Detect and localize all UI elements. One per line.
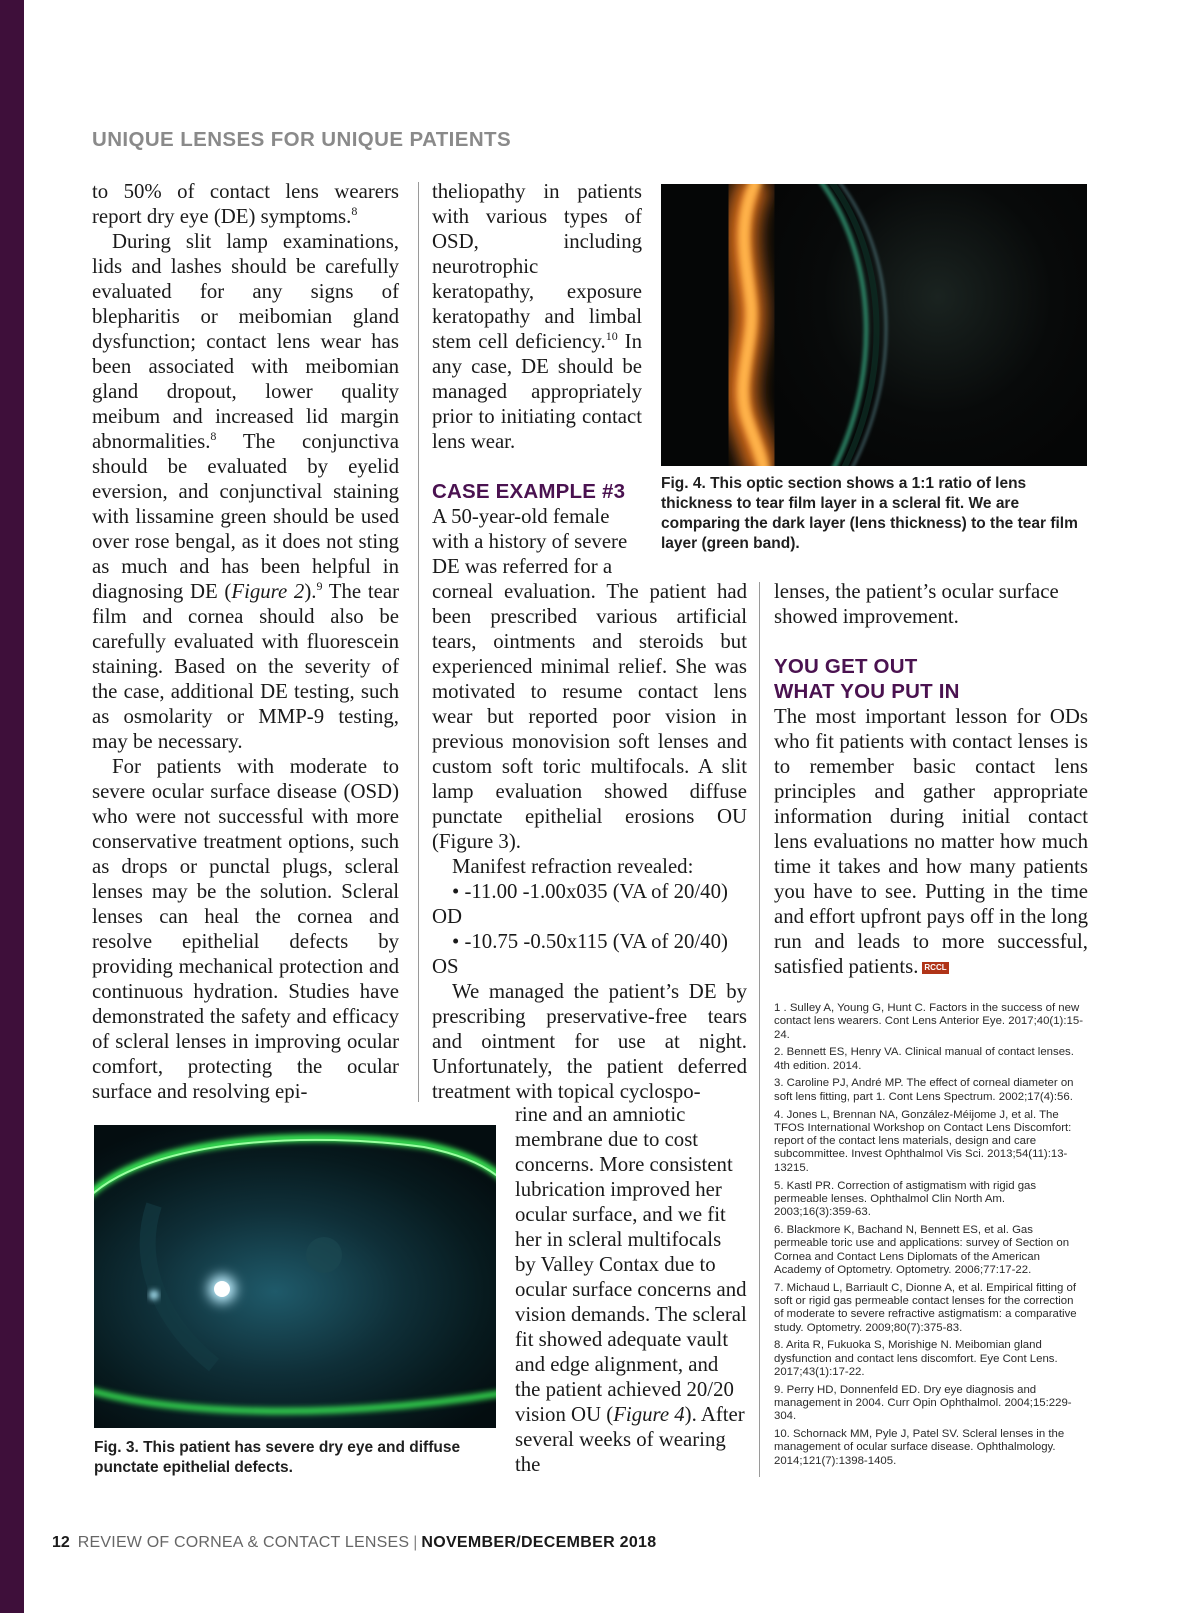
paragraph: theliopathy in patients with various types of OSD, including neurotrophic keratopathy, exposure keratopathy and limbal stem cell deficiency.$^{10}$ In any case, DE should be managed appropriately prior to initiating contact lens wear. [432,180,642,453]
refraction-line: • -11.00 -1.00x035 (VA of 20/40) OD [432,880,728,928]
figure-3-caption: Fig. 3. This patient has severe dry eye and diffuse punctate epithelial defects. [94,1439,461,1476]
refraction-line: • -10.75 -0.50x115 (VA of 20/40) OS [432,930,728,978]
paragraph: A 50-year-old female with a history of severe DE was referred for a [432,505,628,578]
reference-item: 2. Bennett ES, Henry VA. Clinical manual of contact lenses. 4th edition. 2014. [774,1046,1074,1072]
column-2-middle [432,579,747,1104]
page-footer [52,1534,656,1552]
page-spine-bar [0,0,24,1613]
figure-3-photo [94,1125,496,1428]
reference-item: 7. Michaud L, Barriault C, Dionne A, et al. Empirical fitting of soft or rigid gas permeable contact lenses for the correction of moderate to severe refractive astigmatism: a comparative study. Optometry. 2009;80(7):375-83. [774,1281,1077,1334]
reference-item: 5. Kastl PR. Correction of astigmatism with rigid gas permeable lenses. Ophthalmol Clin North Am. 2003;16(3):359-63. [774,1179,1037,1219]
column-divider [418,182,419,1102]
reference-item: 9. Perry HD, Donnenfeld ED. Dry eye diagnosis and management in 2004. Curr Opin Ophthalmol. 2004;15:229-304. [774,1383,1072,1423]
column-3 [774,579,1088,979]
magazine-name: REVIEW OF CORNEA & CONTACT LENSES [77,1534,410,1551]
figure-reference: Figure 2 [231,580,305,603]
eye-staining-image [94,1125,496,1428]
column-divider [759,582,760,1477]
column-2-lower [515,1102,747,1477]
figure-4-photo [661,184,1087,466]
paragraph: Manifest refraction revealed: [452,855,694,878]
paragraph: We managed the patient’s DE by prescribing preservative-free tears and ointment for use at night. Unfortunately, the patient deferred treatment with topical cyclospo- [432,980,747,1103]
paragraph: corneal evaluation. The patient had been prescribed various artificial tears, ointments and steroids but experienced minimal relief. She was motivated to resume contact lens wear but reported poor vision in previous monovision soft lenses and custom soft toric multifocals. A slit lamp evaluation showed diffuse punctate epithelial erosions OU (Figure 3). [432,580,747,853]
reference-item: 4. Jones L, Brennan NA, González-Méijome J, et al. The TFOS International Workshop on Contact Lens Discomfort: report of the contact lens materials, design and care subcommittee. Invest Ophthalmol Vis Sci. 2013;54(11):13-13215. [774,1108,1072,1174]
section-header: UNIQUE LENSES FOR UNIQUE PATIENTS [92,128,512,151]
reference-item: 8. Arita R, Fukuoka S, Morishige N. Meibomian gland dysfunction and contact lens discomfort. Eye Cont Lens. 2017;43(1):17-22. [774,1339,1058,1378]
rccl-end-logo: RCCL [924,963,947,972]
you-get-out-heading: YOU GET OUT WHAT YOU PUT IN [774,655,960,703]
references-list [774,1002,1084,1473]
page-number: 12 [52,1534,70,1551]
reference-item: 1 . Sulley A, Young G, Hunt C. Factors in the success of new contact lens wearers. Cont Lens Anterior Eye. 2017;40(1):15-24. [774,1002,1083,1041]
column-2-upper [432,179,642,579]
case-example-heading: CASE EXAMPLE #3 [432,480,626,503]
paragraph: rine and an amniotic membrane due to cost concerns. More consistent lubrication improved her ocular surface, and we fit her in scleral multifocals by Valley Contax due to ocular surface concerns and vision demands. The scleral fit showed adequate vault and edge alignment, and the patient achieved 20/20 vision OU (Figure 4). After several weeks of wearing the [515,1103,747,1476]
paragraph: The most important lesson for ODs who fit patients with contact lenses is to remember basic contact lens principles and gather appropriate information during initial contact lens evaluations no matter how much time it takes and how many patients you have to see. Putting in the time and effort upfront pays off in the long run and leads to more successful, satisfied patients. RCCL [774,705,1089,978]
reference-item: 6. Blackmore K, Bachand N, Bennett ES, et al. Gas permeable toric use and applications: survey of Section on Cornea and Contact Lens Diplomats of the American Academy of Optometry. Optometry. 2006;77:17-22. [774,1223,1070,1276]
paragraph: During slit lamp examinations, lids and lashes should be carefully evaluated for any signs of blepharitis or meibomian gland dysfunction; contact lens wear has been associated with meibomian gland dropout, lower quality meibum and increased lid margin abnormalities.$^8$ The conjunctiva should be evaluated by eyelid eversion, and conjunctival staining with lissamine green should be used over rose bengal, as it does not sting as much and has been helpful in diagnosing DE (Figure 2).$^9$ The tear film and cornea should also be carefully evaluated with fluorescein staining. Based on the severity of the case, additional DE testing, such as osmolarity or MMP-9 testing, may be necessary. [92,230,399,753]
figure-reference: Figure 4 [613,1403,685,1426]
footer-separator: | [413,1534,418,1551]
paragraph: lenses, the patient’s ocular surface showed improvement. [774,580,1059,628]
paragraph: For patients with moderate to severe ocular surface disease (OSD) who were not successful with more conservative treatment options, such as drops or punctal plugs, scleral lenses may be the solution. Scleral lenses can heal the cornea and resolve epithelial defects by providing mechanical protection and continuous hydration. Studies have demonstrated the safety and efficacy of scleral lenses in improving ocular comfort, protecting the ocular surface and resolving epi- [92,755,399,1103]
figure-4-caption: Fig. 4. This optic section shows a 1:1 ratio of lens thickness to tear film layer in a scleral fit. We are comparing the dark layer (lens thickness) to the tear film layer (green band). [661,475,1078,552]
reference-item: 10. Schornack MM, Pyle J, Patel SV. Scleral lenses in the management of ocular surface disease. Ophthalmology. 2014;121(7):1398-1405. [774,1428,1065,1467]
reference-item: 3. Caroline PJ, André MP. The effect of corneal diameter on soft lens fitting, part 1. Cont Lens Spectrum. 2002;17(4):56. [774,1077,1074,1103]
paragraph: to 50% of contact lens wearers report dry eye (DE) symptoms.$^8$ [92,180,399,228]
issue-date: NOVEMBER/DECEMBER 2018 [421,1534,657,1551]
optic-section-image [661,184,1087,466]
column-1 [92,179,399,1104]
